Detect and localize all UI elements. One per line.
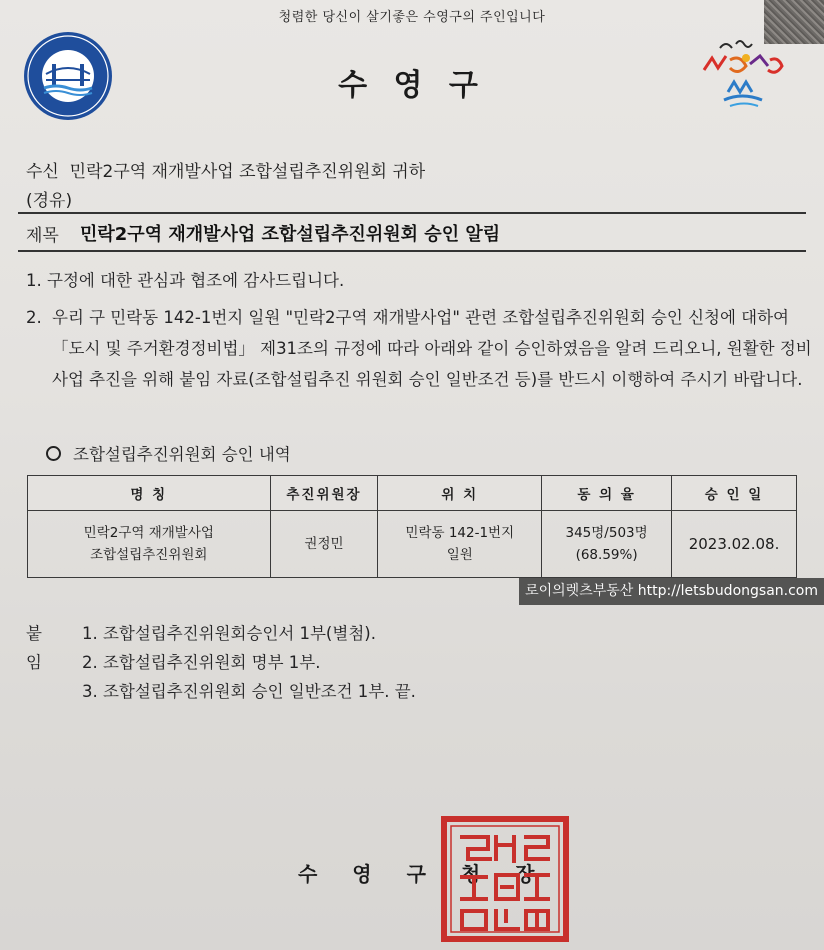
document-header-title: 수 영 구 [338, 68, 486, 103]
paragraph-2-number: 2. [26, 308, 42, 327]
attachment-item: 3. 조합설립추진위원회 승인 일반조건 1부. 끝. [82, 682, 416, 701]
location-line-2: 일원 [446, 547, 473, 563]
happy-suyeong-logo-icon [690, 30, 800, 120]
table-cell-location [378, 511, 542, 578]
name-line-1: 민락2구역 재개발사업 [83, 525, 214, 541]
subject-label: 제목 [26, 226, 59, 246]
subject-text: 민락2구역 재개발사업 조합설립추진위원회 승인 알림 [80, 224, 501, 245]
recipient-text: 민락2구역 재개발사업 조합설립추진위원회 귀하 [69, 162, 426, 182]
table-cell-name [28, 511, 271, 578]
table-cell-approval-date: 2023.02.08. [672, 511, 797, 578]
issuer-title: 수 영 구 청 장 [298, 862, 549, 886]
location-line-1: 민락동 142-1번지 [405, 525, 515, 541]
table-header-chair: 추진위원장 [270, 476, 378, 511]
circle-bullet-icon [46, 446, 61, 461]
paragraph-1 [26, 265, 806, 296]
attachment-item: 2. 조합설립추진위원회 명부 1부. [82, 653, 321, 672]
slogan: 청렴한 당신이 살기좋은 수영구의 주인입니다 [278, 10, 546, 25]
table-header-location: 위 치 [378, 476, 542, 511]
table-cell-consent-rate [542, 511, 672, 578]
paragraph-1-text: 구정에 대한 관심과 협조에 감사드립니다. [47, 271, 345, 290]
paragraph-2-text: 우리 구 민락동 142-1번지 일원 "민락2구역 재개발사업" 관련 조합설립추진위원회 승인 신청에 대하여 「도시 및 주거환경정비법」 제31조의 규정에 따라 아래와 같이 승인하였음을 알려 드리오니, 원활한 정비사업 추진을 위해 붙임 자료(조합설립추진 위원회 승인 일반조건 등)를 반드시 이행하여 주시기 바랍니다. [52, 308, 812, 389]
table-header-approval-date: 승 인 일 [672, 476, 797, 511]
name-line-2: 조합설립추진위원회 [90, 547, 208, 563]
subject-row [18, 212, 806, 252]
paragraph-1-number: 1. [26, 271, 42, 290]
table-header-row [28, 476, 797, 511]
rate-line-1: 345명/503명 [565, 525, 648, 541]
watermark: 로이의렛츠부동산 http://letsbudongsan.com [519, 578, 824, 605]
attachment-item: 1. 조합설립추진위원회승인서 1부(별첨). [82, 624, 376, 643]
via-line: (경유) [26, 191, 73, 211]
official-seal-stamp-icon [440, 815, 570, 943]
table-row [28, 511, 797, 578]
approval-table [27, 475, 797, 578]
attachments-list [82, 619, 682, 706]
section-title [46, 441, 291, 465]
recipient-label: 수신 [26, 162, 59, 182]
section-title-text: 조합설립추진위원회 승인 내역 [73, 445, 291, 464]
attachments-label: 붙임 [26, 624, 42, 672]
table-cell-chair: 권정민 [270, 511, 378, 578]
rate-line-2: (68.59%) [575, 547, 638, 563]
table-header-name: 명 칭 [28, 476, 271, 511]
recipient-line [26, 157, 425, 182]
table-header-consent-rate: 동 의 율 [542, 476, 672, 511]
